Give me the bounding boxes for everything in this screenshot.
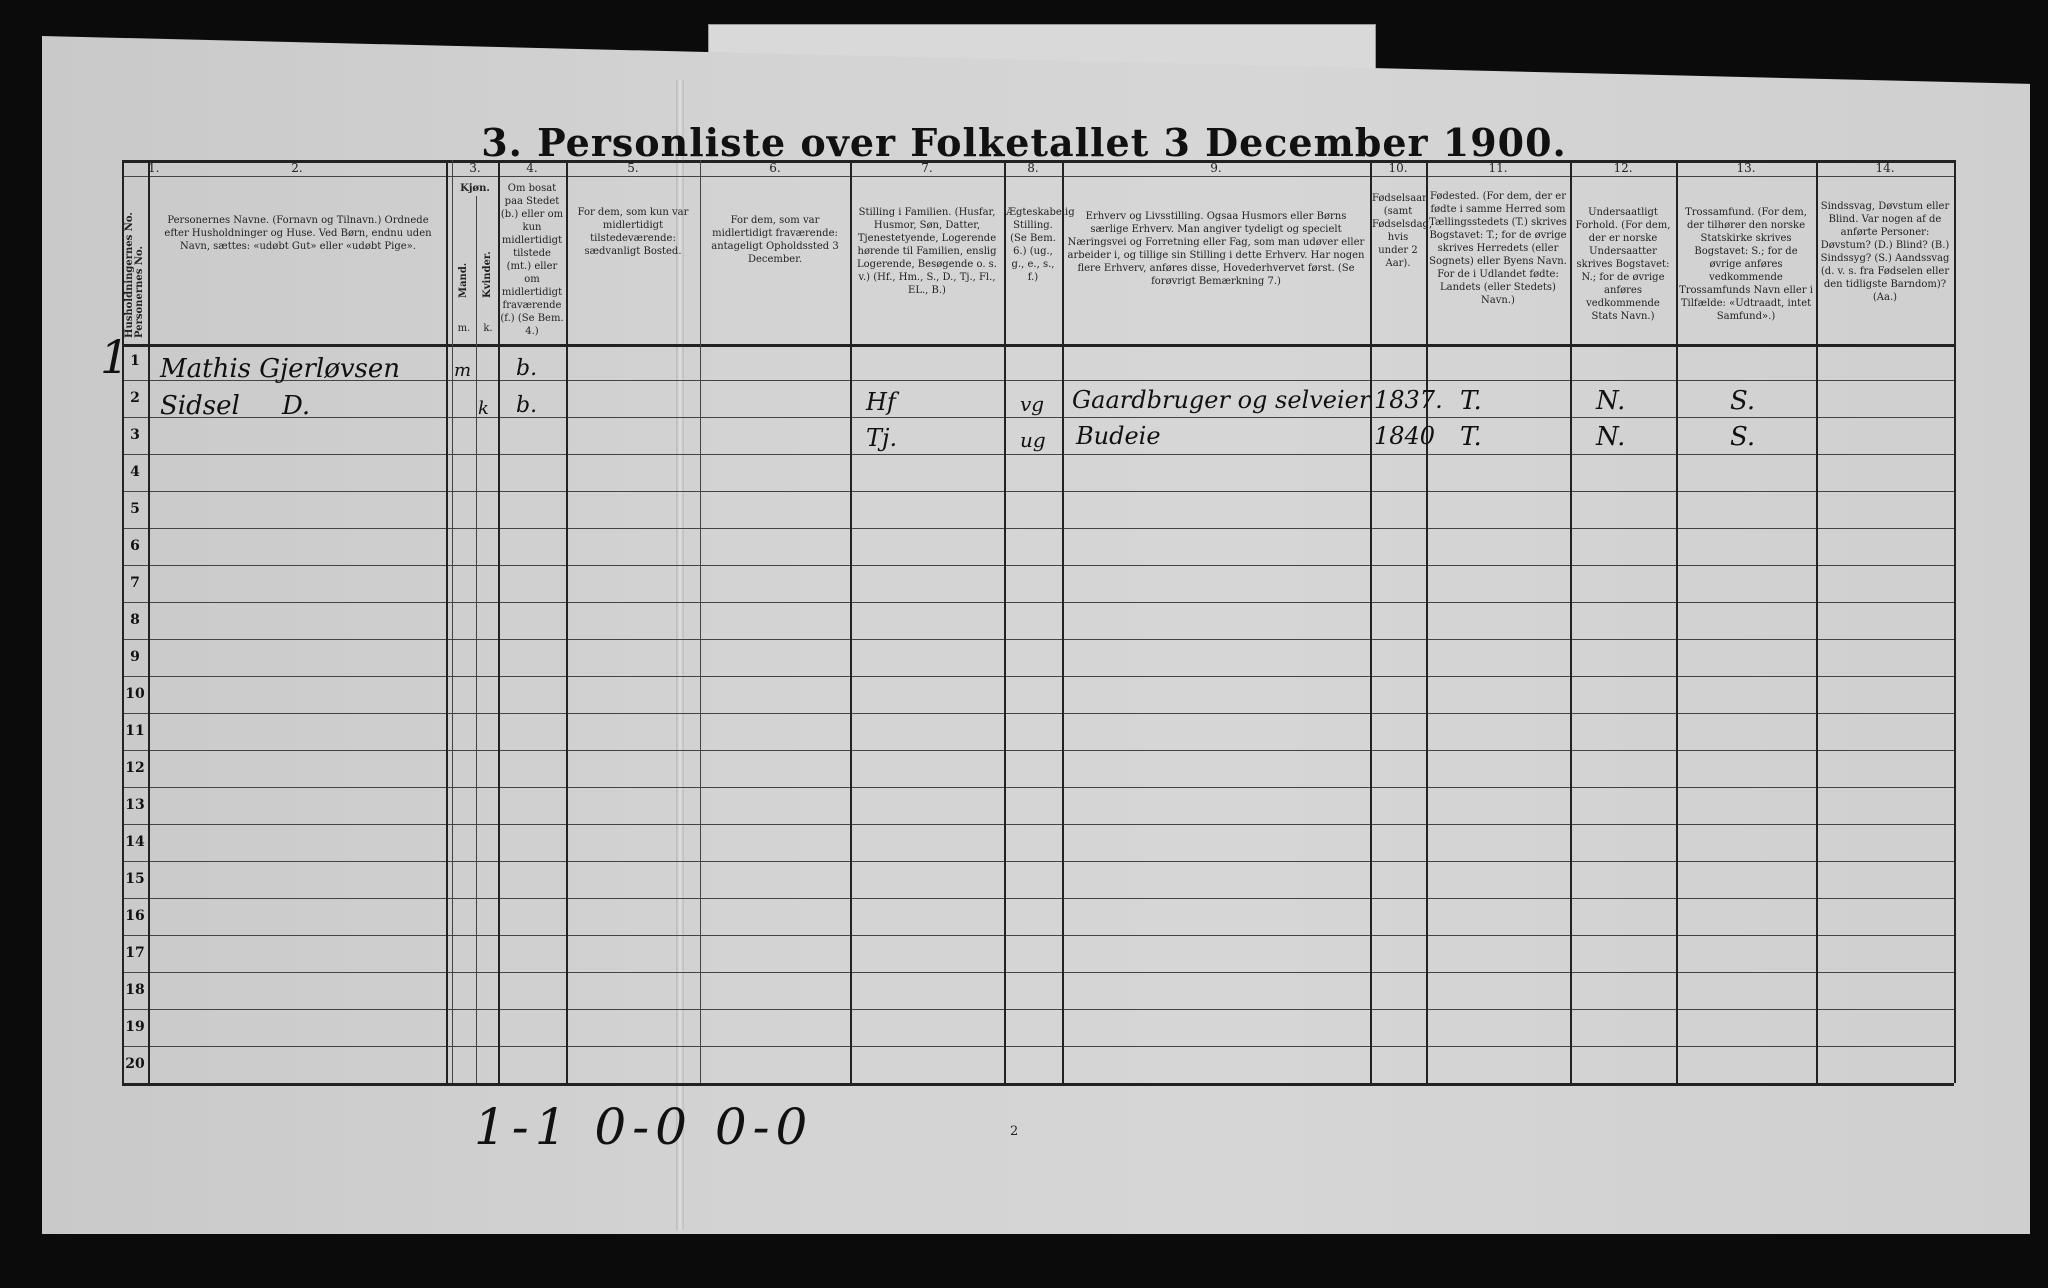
row-number: 14 <box>125 834 145 850</box>
tally-marks: 1-1 0-0 0-0 <box>474 1098 814 1156</box>
temp-location-header: For dem, som var midlertidigt fraværende: antageligt Opholdssted 3 December. <box>711 215 839 265</box>
row-number: 1 <box>130 353 140 369</box>
column-number: 1. <box>148 161 160 175</box>
row-rule <box>122 602 1954 603</box>
faith: S. <box>1730 422 1756 452</box>
column-number: 5. <box>627 161 639 175</box>
column-number: 13. <box>1736 161 1756 175</box>
household-marker: 1 <box>100 330 130 384</box>
row-number: 5 <box>130 501 140 517</box>
row-number: 9 <box>130 649 140 665</box>
row-rule <box>122 787 1954 788</box>
birth-year: 1837. <box>1374 386 1443 414</box>
birthplace: T. <box>1460 386 1482 416</box>
family-position-header: Stilling i Familien. (Husfar, Husmor, Søn, Datter, Tjenestetyende, Logerende hørende til Familien, enslig Logerende, Besøgende o. s. v.) (Hf., Hm., S., D., Tj., Fl., EL., B.) <box>857 207 997 296</box>
column-number: 14. <box>1875 161 1895 175</box>
sex-mark: k <box>478 398 489 419</box>
household-no-header: Husholdningernes No. <box>124 212 135 338</box>
female-header: Kvinder. <box>482 251 493 298</box>
male-header: Mand. <box>458 262 469 298</box>
row-number: 13 <box>125 797 145 813</box>
birthplace: T. <box>1460 422 1482 452</box>
family-position: Hf <box>866 388 896 416</box>
residence-status: b. <box>516 356 538 381</box>
row-number: 2 <box>130 390 140 406</box>
family-position: Tj. <box>866 424 898 452</box>
row-rule <box>122 454 1954 455</box>
table-bottom-rule <box>122 1083 1954 1086</box>
column-number: 4. <box>526 161 538 175</box>
row-rule <box>122 861 1954 862</box>
row-rule <box>122 1046 1954 1047</box>
column-rule <box>446 160 448 1083</box>
column-number: 8. <box>1027 161 1039 175</box>
faith: S. <box>1730 386 1756 416</box>
column-rule <box>1370 160 1372 1083</box>
row-number: 10 <box>125 686 145 702</box>
column-number: 6. <box>769 161 781 175</box>
column-number: 2. <box>291 161 303 175</box>
row-number: 18 <box>125 982 145 998</box>
row-rule <box>122 824 1954 825</box>
marital-status-header: Ægteskabelig Stilling. (Se Bem. 6.) (ug., g., e., s., f.) <box>1006 207 1075 283</box>
citizenship-header: Undersaatligt Forhold. (For dem, der er norske Undersaatter skrives Bogstavet: N.; for de øvrige anføres vedkommende Stats Navn.) <box>1575 207 1671 322</box>
row-rule <box>122 491 1954 492</box>
column-number: 11. <box>1488 161 1508 175</box>
row-number: 15 <box>125 871 145 887</box>
sex-mark: m <box>454 360 472 381</box>
column-rule <box>850 160 852 1083</box>
column-number: 7. <box>921 161 933 175</box>
row-number: 17 <box>125 945 145 961</box>
female-abbrev: k. <box>483 323 493 334</box>
row-number: 4 <box>130 464 140 480</box>
column-rule <box>1954 160 1956 1083</box>
column-rule <box>476 196 477 1083</box>
column-number: 9. <box>1210 161 1222 175</box>
column-rule <box>1004 160 1006 1083</box>
birth-year-header: Fødselsaar (samt Fødselsdag, hvis under 2 Aar). <box>1372 193 1433 269</box>
citizenship: N. <box>1596 422 1626 452</box>
column-rule <box>148 160 150 1083</box>
column-number: 3. <box>469 161 481 175</box>
row-number: 20 <box>125 1056 145 1072</box>
row-number: 7 <box>130 575 140 591</box>
residence-status: b. <box>516 393 538 418</box>
usual-residence-header: For dem, som kun var midlertidigt tilstedeværende: sædvanligt Bosted. <box>577 207 689 257</box>
row-number: 3 <box>130 427 140 443</box>
row-rule <box>122 676 1954 677</box>
row-rule <box>122 898 1954 899</box>
row-rule <box>122 528 1954 529</box>
row-number: 19 <box>125 1019 145 1035</box>
row-rule <box>122 972 1954 973</box>
header-bottom-rule <box>122 344 1954 347</box>
faith-header: Trossamfund. (For dem, der tilhører den norske Statskirke skrives Bogstavet: S.; for de øvrige anføres vedkommende Trossamfunds Navn eller i Tilfælde: «Udtraadt, intet Samfund».) <box>1679 207 1813 322</box>
citizenship: N. <box>1596 386 1626 416</box>
page-number: 2 <box>1010 1124 1019 1139</box>
row-rule <box>122 713 1954 714</box>
row-rule <box>122 565 1954 566</box>
sex-header: Kjøn. <box>460 183 490 194</box>
column-rule <box>700 160 701 1083</box>
row-rule <box>122 935 1954 936</box>
row-rule <box>122 639 1954 640</box>
occupation-header: Erhverv og Livsstilling. Ogsaa Husmors eller Børns særlige Erhverv. Man angiver tydeligt og specielt Næringsvei og Forretning eller Fag, som man udøver eller arbeider i, og tillige sin Stilling i dette Erhverv. Har nogen flere Erhverv, anføres disse, Hovederhvervet først. (Se forøvrigt Bemærkning 7.) <box>1067 211 1365 287</box>
birth-year: 1840 <box>1374 422 1436 450</box>
row-number: 6 <box>130 538 140 554</box>
disability-header: Sindssvag, Døvstum eller Blind. Var nogen af de anførte Personer: Døvstum? (D.) Blind? (B.) Sindssyg? (S.) Aandssvag (d. v. s. fra Fødselen eller den tidligste Barndom)? (Aa.) <box>1820 201 1950 303</box>
row-number: 11 <box>125 723 145 739</box>
column-rule <box>1062 160 1064 1083</box>
column-number-rule <box>122 176 1954 177</box>
marital-status: vg <box>1020 392 1045 416</box>
residence-header: Om bosat paa Stedet (b.) eller om kun midlertidigt tilstede (mt.) eller om midlertidigt fraværende (f.) (Se Bem. 4.) <box>500 183 564 337</box>
names-header: Personernes Navne. (Fornavn og Tilnavn.) Ordnede efter Husholdninger og Huse. Ved Børn, endnu uden Navn, sættes: «udøbt Gut» eller «udøbt Pige». <box>164 215 432 252</box>
person-name: Sidsel <box>160 391 240 421</box>
row-number: 12 <box>125 760 145 776</box>
person-no-header: Personernes No. <box>134 246 145 338</box>
occupation: Budeie <box>1076 422 1161 450</box>
page-title: 3. Personliste over Folketallet 3 December 1900. <box>481 120 1567 165</box>
column-rule <box>566 160 568 1083</box>
name-ditto: D. <box>282 391 311 421</box>
column-rule <box>452 160 453 1083</box>
row-rule <box>122 417 1954 418</box>
occupation: Gaardbruger og selveier <box>1072 386 1371 414</box>
row-rule <box>122 750 1954 751</box>
column-number: 10. <box>1388 161 1408 175</box>
column-number: 12. <box>1613 161 1633 175</box>
marital-status: ug <box>1020 428 1046 452</box>
row-number: 8 <box>130 612 140 628</box>
birthplace-header: Fødested. (For dem, der er fødte i samme Herred som Tællingsstedets (T.) skrives Bogstavet: T.; for de øvrige skrives Herredets (eller Sognets) eller Byens Navn. For de i Udlandet fødte: Landets (eller Stedets) Navn.) <box>1429 191 1567 306</box>
row-number: 16 <box>125 908 145 924</box>
male-abbrev: m. <box>457 323 471 334</box>
person-name: Mathis Gjerløvsen <box>160 354 401 384</box>
row-rule <box>122 1009 1954 1010</box>
